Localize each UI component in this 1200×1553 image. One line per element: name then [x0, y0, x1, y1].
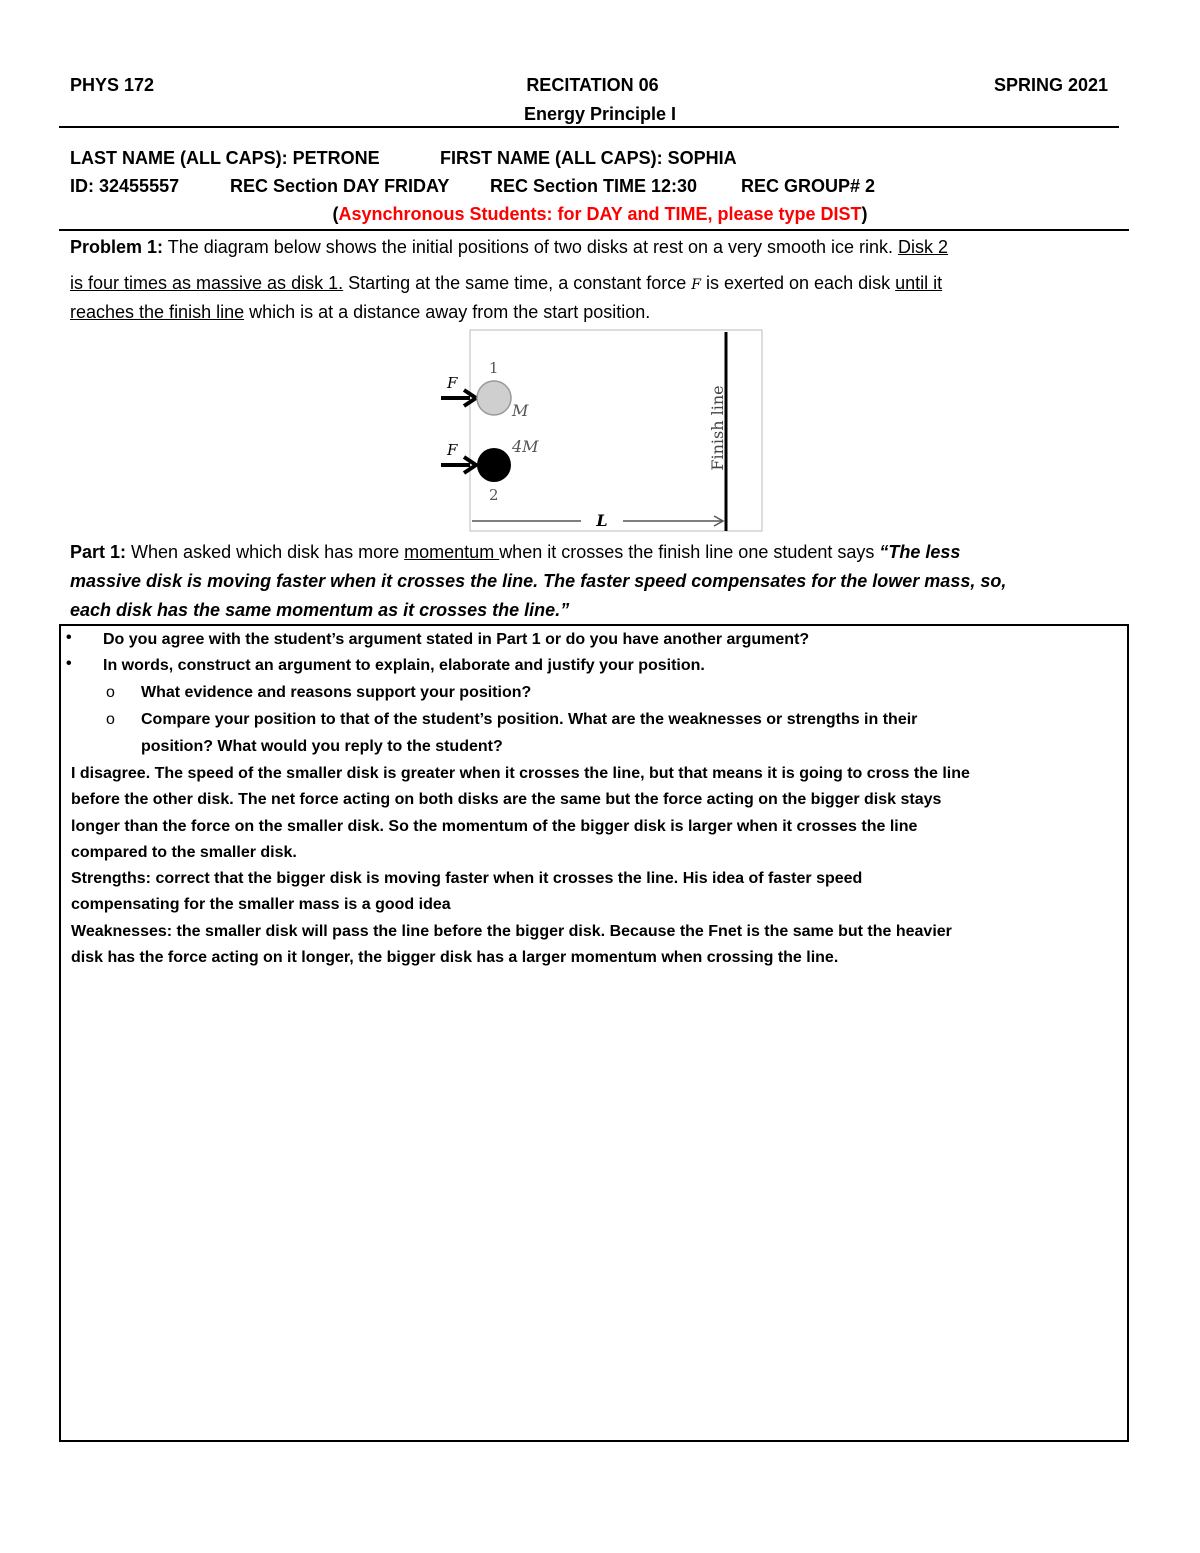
rec-day-value: FRIDAY [384, 176, 450, 196]
disk-2-mass: 4M [512, 437, 539, 456]
last-name-field [70, 148, 380, 169]
first-name-value: SOPHIA [667, 148, 737, 168]
async-note [0, 204, 1200, 225]
disk-2-number: 2 [489, 486, 499, 504]
disk-diagram [436, 328, 766, 534]
first-name-label: FIRST NAME (ALL CAPS): [440, 148, 663, 168]
rec-time-value: 12:30 [651, 176, 698, 196]
answer-line-5: Strengths: correct that the bigger disk is moving faster when it crosses the line. His idea of faster speed [71, 870, 863, 887]
sub-bullet-2-icon: o [106, 711, 115, 728]
last-name-label: LAST NAME (ALL CAPS): [70, 148, 288, 168]
answer-line-8: disk has the force acting on it longer, the bigger disk has a larger momentum when crossing the line. [71, 949, 839, 966]
async-close-paren: ) [861, 204, 868, 224]
part1-text-a: When asked which disk has more [126, 542, 405, 562]
answer-line-7: Weaknesses: the smaller disk will pass the line before the bigger disk. Because the Fnet is the same but the heavier [71, 923, 952, 940]
part1-quote-3: each disk has the same momentum as it crosses the line.” [70, 600, 570, 620]
course-code: PHYS 172 [70, 75, 155, 95]
problem1-text-c: is exerted on each disk [700, 273, 896, 293]
force-label-2: F [447, 441, 458, 459]
rec-group-field [741, 176, 875, 197]
part1-underline: momentum [404, 542, 500, 562]
async-open-paren: ( [332, 204, 339, 224]
question-1: Do you agree with the student’s argument stated in Part 1 or do you have another argument? [103, 631, 810, 648]
problem1-line2 [70, 273, 942, 294]
rec-group-label: REC GROUP# [741, 176, 861, 196]
last-name-value: PETRONE [292, 148, 380, 168]
part1-text-b: when it crosses the finish line one student says [499, 542, 880, 562]
disk-1 [477, 381, 511, 415]
bullet-2-icon: • [66, 655, 72, 672]
rec-day-field [230, 176, 449, 197]
question-2: In words, construct an argument to explain, elaborate and justify your position. [103, 657, 705, 674]
part1-quote-1: “The less [879, 542, 961, 562]
recitation-title: RECITATION 06 [526, 75, 659, 95]
answer-line-3: longer than the force on the smaller disk. So the momentum of the bigger disk is larger when it crosses the line [71, 818, 918, 835]
finish-line-label: Finish line [708, 385, 727, 471]
answer-line-6: compensating for the smaller mass is a good idea [71, 896, 451, 913]
problem1-label: Problem 1: [70, 237, 164, 257]
page-subtitle: Energy Principle I [523, 104, 677, 124]
id-label: ID: [70, 176, 94, 196]
problem1-text-a: The diagram below shows the initial positions of two disks at rest on a very smooth ice rink. [163, 237, 899, 257]
problem1-underline-b2: reaches the finish line [70, 302, 245, 322]
problem1-line1 [70, 237, 948, 258]
rec-time-field [490, 176, 697, 197]
disk-2 [477, 448, 511, 482]
part1-label: Part 1: [70, 542, 127, 562]
info-divider [59, 229, 1129, 231]
question-2b-line1: Compare your position to that of the student’s position. What are the weaknesses or strengths in their [141, 711, 918, 728]
answer-line-2: before the other disk. The net force acting on both disks are the same but the force acting on the bigger disk stays [71, 791, 942, 808]
part1-line1 [70, 542, 960, 563]
rec-group-value: 2 [865, 176, 876, 196]
answer-line-4: compared to the smaller disk. [71, 844, 297, 861]
problem1-underline-b1: until it [895, 273, 943, 293]
id-value: 32455557 [99, 176, 180, 196]
problem1-underline-a1: Disk 2 [898, 237, 949, 257]
header-divider [59, 126, 1119, 128]
rec-time-label: REC Section TIME [490, 176, 647, 196]
bullet-1-icon: • [66, 629, 72, 646]
first-name-field [440, 148, 737, 169]
rec-day-label: REC Section DAY [230, 176, 380, 196]
part1-quote-2: massive disk is moving faster when it crosses the line. The faster speed compensates for the lower mass, so, [70, 571, 1007, 591]
question-2a: What evidence and reasons support your position? [141, 684, 532, 701]
force-symbol: F [691, 277, 701, 293]
term: SPRING 2021 [993, 75, 1108, 95]
disk-1-number: 1 [489, 359, 499, 377]
sub-bullet-1-icon: o [106, 684, 115, 701]
problem1-underline-a2: is four times as massive as disk 1. [70, 273, 344, 293]
problem1-line3 [70, 302, 650, 323]
problem1-text-d: which is at a distance away from the start position. [244, 302, 651, 322]
question-2b-line2: position? What would you reply to the student? [141, 738, 503, 755]
disk-1-mass: M [512, 401, 529, 420]
async-note-text: Asynchronous Students: for DAY and TIME, please type DIST [338, 204, 862, 224]
force-label-1: F [447, 374, 458, 392]
distance-label: L [596, 511, 608, 530]
answer-line-1: I disagree. The speed of the smaller disk is greater when it crosses the line, but that means it is going to cross the line [71, 765, 970, 782]
student-id-field [70, 176, 179, 197]
problem1-text-b: Starting at the same time, a constant force [343, 273, 692, 293]
